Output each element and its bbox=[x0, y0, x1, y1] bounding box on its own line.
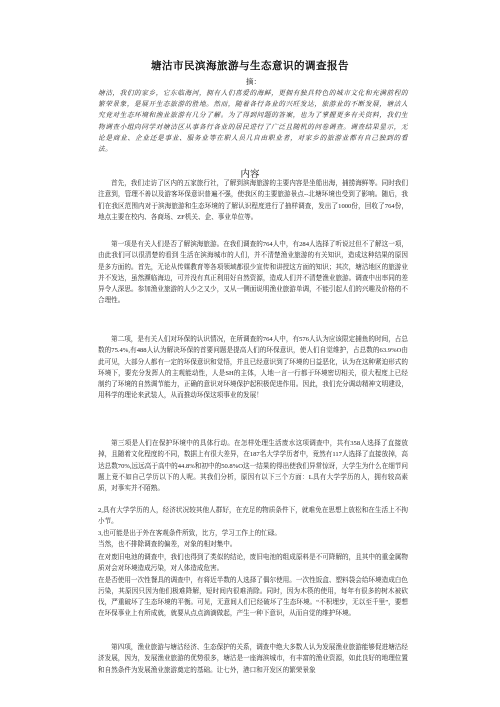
paragraph-5 bbox=[98, 552, 408, 620]
list-item: 当然，也不排除调查的偏差，对象的相对集中。 bbox=[98, 540, 237, 548]
paragraph-2: 第一项是有关人们是否了解滨海旅游。在我们调查的764人中，有284人选择了听说过但不了解这一项，由此我们可以很清楚的看到 生活在滨海城市的人们，并不清楚渔业旅游的有关知识，造成这种结果的原因是多方面的。首先，无论从传媒教育等各项领域都很少宣传和讲授这方面的知识；其次，塘沽地区的旅游业并不发达，虽然濒临海边，可并没有真正利用好自然资源，造成人们并不清楚渔业旅游。调查中出率同的差异令人深思。参加渔业旅游的人少之又少，又从一侧面说明渔业旅游单调，不能引起人们的兴趣及价格的不合理性。 bbox=[98, 241, 408, 305]
section-title: 内容 bbox=[240, 169, 260, 180]
abstract-paragraph: 塘沽，我们的家乡，它东临海河，拥有人们喜爱的海鲜，更拥有独具特色的城市文化和充满前程的繁荣景象，是展开生态旅游的胜地。然而，随着各行各业的兴旺发达，旅游业的不断发展，塘沽人究竟对生态环境和渔业旅游有几分了解。为了得到问题的答案，也为了掌握更多有关资料，我们生物调查小组向同学对塘沽区从事各行各业的居民进行了广泛且随机的问卷调查。调查结果显示，无论是商业、企业还是事业、服务业等在职人员几自由职业者，对家乡的旅游业都有自己独到的看法。 bbox=[98, 89, 408, 154]
document-title: 塘沽市民滨海旅游与生态意识的调查报告 bbox=[151, 60, 349, 72]
paragraph-4: 第三项是人们在保护环境中的具体行动。在怎样处理生活废水这项调查中，共有358人选择了直接放掉，且随着文化程度的不同，数据上有很大差异，在187名大学学历者中，竟然有117人选择了直接放掉，高达总数70%,远远高于高中的44.8%和初中的50.8%O这一结果的得出使我们异常惊讶，大学生为什么在细节问题上竟不如自己学历以下的人呢。其我们分析，原因有以下三个方面：L具有大学学历的人，拥有较高素质，对事实并不陌熟。 bbox=[98, 440, 408, 493]
paragraph-3: 第二项，是有关人们对环保的认识情况，在所调查的764人中，有576人认为应该限定捕鱼的时间，占总数的75.4%,有488人认为解决环保的首要问题是提高人们的环保意识，使人们自觉维护，占总数的63.9%O由此可见，大部分人都有一定的环保意识和觉悟，并且已经意识到了环境的日益恶化，认为在这种紧迫形式的环境下，要充分发挥人的主观能动性，人是SH的主体，人地一言一行都于环境密切相关，很大程度上已经制约了环境的自然调节能力，正确的意识对环境保护起积极促进作用。因此，我们充分调动精神文明建设，用科学的理论来武装人，从而推动环保这项事业的发展！ bbox=[98, 336, 408, 400]
abstract-label: 摘： bbox=[246, 77, 261, 86]
paragraph-6: 第四项，渔业旅游与塘沽经济、生态保护的关系，调查中绝大多数人认为发展渔业旅游能够促进塘沽经济发展，因为，发展渔业旅游的优势很多，塘沽是一座海滨城市，有丰富的渔业资源，如此良好的地理位置和自然条件为发展渔业旅游奠定的基础。让七外，港口和开发区的繁荣景象 bbox=[98, 644, 408, 674]
paragraph-1: 首先，我们走访了区内的五家旅行社，了解到滨海旅游的主要内容是坐船出海，捕捞海鲜等。同时我们注意到，管理不善以及游客环保意识普遍不强，使我区的主要旅游景点--北塘环境也受到了影响。随后，我们在我区范围内对于滨海旅游和生态环境的了解认识程度进行了抽样调查，发出了1000份，回收了764份，地点主要在校内、各商场、ZF机关、企、事业单位等。 bbox=[98, 180, 408, 221]
paragraph-5-line: 在对废旧电池的调查中，我们也得到了类似的结论，废旧电池的组成原料是不可降解的，且其中的重金属物质对会对环境造成污染，对人体造成危害。 bbox=[98, 554, 408, 573]
reason-list bbox=[98, 505, 408, 550]
list-item: 2,具有大学学历的人，经济状况较其他人群好，在充足的物质条件下，就难免在思想上放松和在生活上不拘小节。 bbox=[98, 507, 408, 526]
list-item: 3,也可能是出于外在客观条件所致，比方，学习工作上的忙碌。 bbox=[98, 529, 281, 537]
paragraph-5-line: 在是否使用一次性餐具的调查中，有将近半数的人选择了偶尔使用。一次性饭盒、塑料袋会给环境造成白色污染，其原因只因为他们极难降解，短时间内很难消除。同时，因为木筷的使用，每年有很多的树木被砍伐，严重破坏了生态环境的平衡。可见，无意间人们已经破坏了生态环境。“不积埋步，无以至千里”，要想在环保事业上有所成就，就要从点点滴滴做起，产生一种下意识，从而自觉的维护环境。 bbox=[98, 576, 408, 618]
